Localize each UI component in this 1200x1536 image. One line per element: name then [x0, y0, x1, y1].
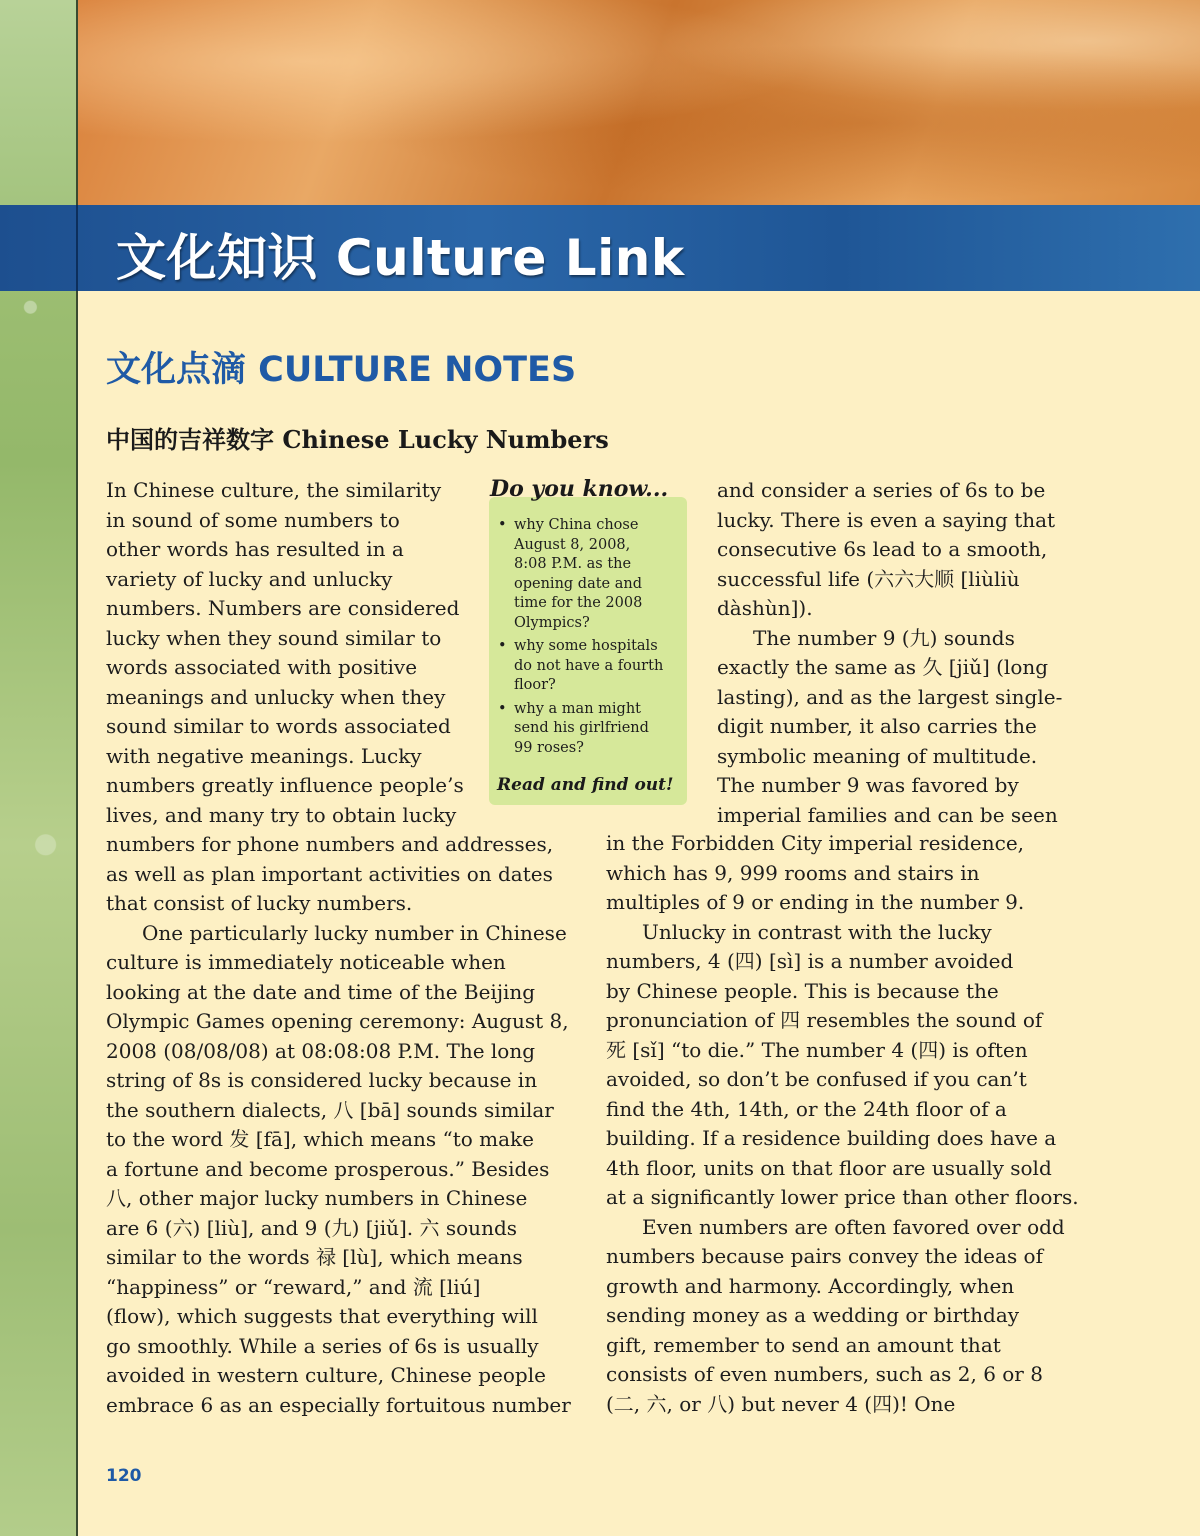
right-column-text-top: [717, 476, 1062, 830]
text-line: growth and harmony. Accordingly, when: [606, 1273, 1015, 1298]
callout-text: why a man might: [514, 700, 641, 717]
text-line: lasting), and as the largest single-: [717, 684, 1063, 709]
text-line: In Chinese culture, the similarity: [106, 478, 442, 502]
callout-item: [497, 637, 663, 696]
callout-title: Do you know...: [490, 476, 669, 502]
callout-text: opening date and: [514, 575, 643, 592]
bullet-icon: •: [498, 638, 507, 654]
text-line: other words has resulted in a: [106, 537, 404, 561]
text-line: One particularly lucky number in Chinese: [142, 920, 567, 945]
text-line: imperial families and can be seen: [717, 802, 1058, 827]
chapter-title: 文化知识 Culture Link: [116, 229, 685, 287]
text-line: at a significantly lower price than other floors.: [606, 1185, 1079, 1209]
callout-text: Olympics?: [514, 614, 590, 631]
text-line: avoided, so don’t be confused if you can’t: [606, 1067, 1027, 1091]
text-line: numbers, 4 (四) [sì] is a number avoided: [606, 949, 1014, 973]
text-line: to the word 发 [fā], which means “to make: [106, 1127, 534, 1151]
callout-text: floor?: [514, 677, 556, 693]
section-title: 文化点滴 CULTURE NOTES: [106, 350, 577, 390]
text-line: string of 8s is considered lucky because in: [106, 1068, 538, 1092]
text-line: looking at the date and time of the Beijing: [106, 979, 536, 1004]
text-line: and consider a series of 6s to be: [717, 478, 1046, 502]
article-title: 中国的吉祥数字 Chinese Lucky Numbers: [106, 425, 609, 454]
text-line: sound similar to words associated: [106, 714, 451, 738]
text-line: (二, 六, or 八) but never 4 (四)! One: [606, 1391, 956, 1416]
text-line: by Chinese people. This is because the: [606, 978, 999, 1003]
title-band-divider: [76, 205, 78, 291]
text-line: (flow), which suggests that everything will: [106, 1304, 538, 1328]
text-line: consists of even numbers, such as 2, 6 or 8: [606, 1362, 1043, 1386]
text-line: embrace 6 as an especially fortuitous number: [106, 1392, 571, 1417]
text-line: 八, other major lucky numbers in Chinese: [106, 1186, 528, 1210]
right-column-text-bottom: [606, 829, 1079, 1419]
callout-text: 99 roses?: [514, 739, 584, 756]
header-artwork: [78, 0, 1200, 205]
callout-text: August 8, 2008,: [514, 536, 631, 553]
text-line: in the Forbidden City imperial residence,: [606, 831, 1025, 855]
callout-text: why some hospitals: [514, 638, 658, 654]
text-line: avoided in western culture, Chinese people: [106, 1363, 546, 1387]
text-line: symbolic meaning of multitude.: [717, 743, 1038, 768]
text-line: 4th floor, units on that floor are usually sold: [606, 1155, 1052, 1180]
text-line: “happiness” or “reward,” and 流 [liú]: [106, 1274, 481, 1299]
callout-text: time for the 2008: [514, 595, 643, 611]
text-line: Olympic Games opening ceremony: August 8,: [106, 1009, 569, 1033]
text-line: the southern dialects, 八 [bā] sounds similar: [106, 1097, 554, 1122]
text-line: lucky when they sound similar to: [106, 625, 442, 650]
text-line: which has 9, 999 rooms and stairs in: [606, 860, 980, 885]
text-line: meanings and unlucky when they: [106, 684, 446, 709]
text-line: Even numbers are often favored over odd: [642, 1214, 1065, 1239]
text-line: are 6 (六) [liù], and 9 (九) [jiǔ]. 六 sounds: [106, 1215, 518, 1240]
callout-questions: [497, 516, 663, 762]
bullet-icon: •: [498, 517, 507, 533]
text-line: lucky. There is even a saying that: [717, 507, 1056, 532]
text-line: 死 [sǐ] “to die.” The number 4 (四) is often: [606, 1037, 1028, 1062]
text-line: multiples of 9 or ending in the number 9.: [606, 890, 1025, 914]
text-line: building. If a residence building does have a: [606, 1126, 1057, 1150]
header-artwork-corner: [0, 0, 76, 205]
text-line: similar to the words 禄 [lù], which means: [106, 1245, 523, 1269]
text-line: as well as plan important activities on dates: [106, 861, 553, 886]
text-line: sending money as a wedding or birthday: [606, 1303, 1020, 1327]
callout-text: send his girlfriend: [514, 720, 649, 736]
text-line: dàshùn]).: [717, 596, 813, 620]
text-line: numbers for phone numbers and addresses,: [106, 832, 554, 856]
text-line: find the 4th, 14th, or the 24th floor of a: [606, 1096, 1007, 1121]
text-line: variety of lucky and unlucky: [106, 566, 393, 591]
text-line: numbers. Numbers are considered: [106, 596, 460, 620]
text-line: digit number, it also carries the: [717, 714, 1037, 738]
text-line: in sound of some numbers to: [106, 507, 400, 532]
text-line: numbers greatly influence people’s: [106, 773, 464, 797]
text-line: gift, remember to send an amount that: [606, 1332, 1001, 1357]
callout-text: 8:08 P.M. as the: [514, 556, 632, 572]
text-line: go smoothly. While a series of 6s is usually: [106, 1333, 539, 1358]
callout-item: [497, 700, 663, 759]
text-line: 2008 (08/08/08) at 08:08:08 P.M. The long: [106, 1038, 536, 1063]
text-line: exactly the same as 久 [jiǔ] (long: [717, 655, 1049, 679]
text-line: words associated with positive: [106, 655, 418, 679]
text-line: numbers because pairs convey the ideas of: [606, 1244, 1044, 1268]
bullet-icon: •: [498, 700, 507, 717]
text-line: culture is immediately noticeable when: [106, 950, 506, 974]
text-line: that consist of lucky numbers.: [106, 891, 413, 915]
text-line: a fortune and become prosperous.” Besides: [106, 1156, 550, 1181]
text-line: The number 9 (九) sounds: [753, 625, 1015, 650]
callout-footer: Read and find out!: [497, 775, 674, 795]
text-line: Unlucky in contrast with the lucky: [642, 919, 992, 944]
text-line: with negative meanings. Lucky: [106, 743, 422, 768]
page-number: 120: [106, 1466, 142, 1486]
text-line: consecutive 6s lead to a smooth,: [717, 537, 1048, 561]
callout-item: [497, 516, 663, 633]
callout-text: do not have a fourth: [514, 657, 664, 674]
callout-text: why China chose: [514, 517, 639, 533]
text-line: successful life (六六大顺 [liùliù: [717, 566, 1020, 591]
text-line: pronunciation of 四 resembles the sound of: [606, 1008, 1043, 1032]
text-line: The number 9 was favored by: [717, 773, 1019, 797]
text-line: lives, and many try to obtain lucky: [106, 802, 457, 827]
